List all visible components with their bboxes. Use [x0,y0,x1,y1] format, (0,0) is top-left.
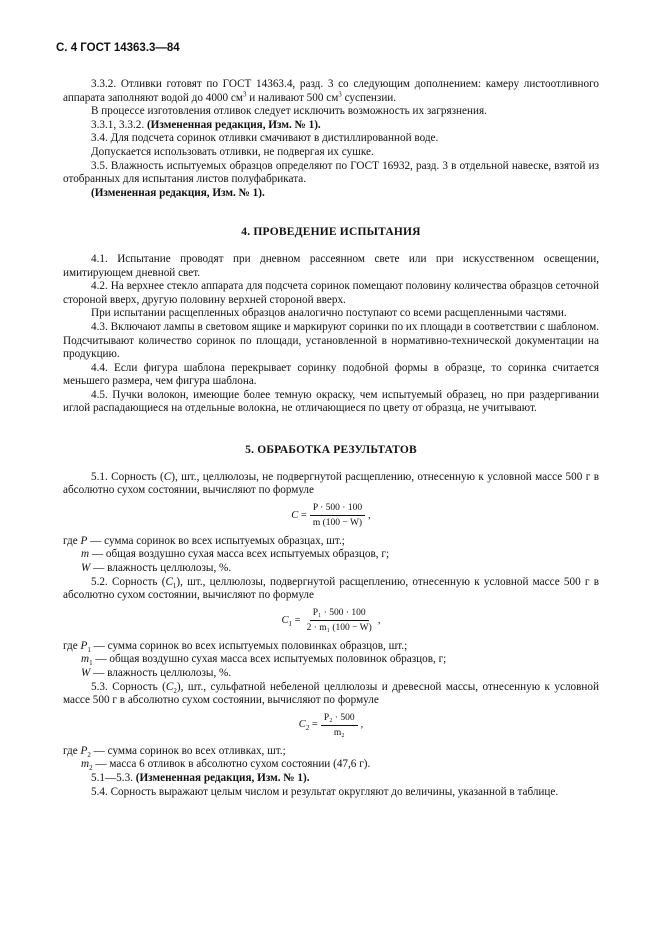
formula-lhs [282,614,293,628]
symbol: P [80,534,88,547]
definition-W2 [63,667,599,681]
paragraph-5-2 [63,576,599,603]
document-body [63,78,599,799]
text: 5.2. Сорность ( [91,575,166,588]
amendment-note-3-5: (Измененная редакция, Изм. № 1). [91,186,265,199]
equals-sign: = [300,509,307,521]
text: — общая воздушно сухая масса всех испытуемых половинок образцов, г; [92,653,447,666]
page-header: С. 4 ГОСТ 14363.3—84 [56,42,180,54]
symbol: P [80,744,88,757]
denominator: m₂ [333,727,345,738]
text: — общая воздушно сухая масса всех испытуемых образцов, г; [89,548,390,561]
formula-tail: , [368,509,371,521]
denominator: 2 · m₁ (100 − W) [306,622,372,633]
definition-W [63,562,599,576]
formula-tail: , [360,719,364,731]
section-4-title: 4. ПРОВЕДЕНИЕ ИСПЫТАНИЯ [241,226,421,239]
text: — влажность целлюлозы, %. [90,562,232,575]
paragraph-5-4: 5.4. Сорность выражают целым числом и результат округляют до величины, указанной в таблице. [91,785,559,798]
text: — сумма соринок во всех отливках, шт.; [90,744,286,757]
text: — сумма соринок во всех испытуемых образцах, шт.; [87,534,345,547]
amendment-note: (Измененная редакция, Изм. № 1). [135,771,310,784]
formula-3 [63,712,599,739]
text: ), шт., сульфатной небеленой целлюлозы и древесной массы, отнесенную к условной массе 500 г в абсолютно сухом состоянии, вычисляют по формуле [63,680,599,707]
text: где [63,534,81,547]
paragraph-4-2b: При испытании расщепленных образцов аналогично поступают со всеми расщепленными частями. [91,307,567,320]
formula-1 [63,502,599,529]
formula-tail: , [377,614,381,626]
symbol: m [81,758,90,771]
text: 5.1—5.3. [91,771,133,784]
paragraph-4-4: 4.4. Если фигура шаблона перекрывает соринку подобной формы в образце, то соринка считается меньшего размера, чем фигура шаблона. [63,361,599,388]
text: 3.3.1, 3.3.2. [91,118,145,131]
subscript: 2 [87,751,91,760]
paragraph-4-3: 4.3. Включают лампы в световом ящике и маркируют соринки по их площади в соответствии с шаблоном. Подсчитывают количество соринок по площади, установленной в нормативно-технической документации на продукцию. [63,320,599,361]
text: 5.1. Сорность ( [91,470,164,483]
text: 5.3. Сорность ( [91,680,166,693]
superscript: 3 [242,89,247,98]
text: где [63,744,81,757]
symbol: W [81,667,91,679]
subscript: 2 [173,686,177,695]
text: где [63,639,81,652]
fraction [321,712,358,739]
text: C [281,614,289,626]
definition-m1 [63,653,599,667]
subscript: 1 [89,659,93,668]
amendment-note: (Измененная редакция, Изм. № 1). [146,118,321,131]
text: — влажность целлюлозы, %. [90,667,232,679]
text: 3.3.2. Отливки готовят по ГОСТ 14363.4, разд. 3 со следующим дополнением: камеру листоотливного аппарата заполняют водой до 4000 см [63,78,599,104]
text: и наливают 500 см [246,91,339,104]
formula-lhs: C [291,509,299,521]
definition-P1 [63,640,599,654]
symbol: C [163,470,172,483]
subscript: 1 [288,619,293,628]
text: — масса 6 отливок в абсолютно сухом состоянии (47,6 г). [92,758,371,771]
paragraph-5-3 [63,681,599,708]
formula-lhs [299,718,310,732]
text: ), шт., целлюлозы, подвергнутой расщеплению, отнесенную к условной массе 500 г в абсолютно сухом состоянии, вычисляют по формуле [63,575,599,602]
paragraph-3-4b: Допускается использовать отливки, не подвергая их сушке. [91,145,374,158]
subscript: 2 [89,764,93,773]
symbol: C [165,575,173,588]
text: ), шт., целлюлозы, не подвергнутой расщеплению, отнесенную к условной массе 500 г в абсолютно сухом состоянии, вычисляют по формуле [63,470,599,497]
paragraph-3-3-2 [63,78,599,105]
paragraph-5-1 [63,471,599,498]
numerator: P · 500 · 100 [310,502,365,516]
paragraph-process: В процессе изготовления отливок следует исключить возможность их загрязнения. [91,105,487,118]
definition-m [63,548,599,562]
superscript: 3 [338,89,342,98]
paragraph-4-5: 4.5. Пучки волокон, имеющие более темную окраску, чем испытуемый образец, но при раздергивании иглой распадающиеся на отдельные волокна, не отличающиеся по цвету от образца, не учитывают. [63,388,599,415]
paragraph-3-5: 3.5. Влажность испытуемых образцов определяют по ГОСТ 16932, разд. 3 в отдельной навеске, взятой из отобранных для испытания листов полуфабриката. [63,159,599,186]
text: суспензии. [341,91,397,104]
definition-P [63,535,599,549]
numerator: P₁ · 500 · 100 [310,607,369,621]
paragraph-4-1: 4.1. Испытание проводят при дневном рассеянном свете или при искусственном освещении, имитирующем дневной свет. [63,252,599,279]
fraction [304,607,375,634]
text: — сумма соринок во всех испытуемых половинках образцов, шт.; [90,639,408,652]
symbol: P [80,639,88,652]
equals-sign: = [294,614,301,626]
definition-P2 [63,745,599,759]
paragraph-amend-3-3 [63,119,599,133]
symbol: m [81,653,90,666]
section-5-title: 5. ОБРАБОТКА РЕЗУЛЬТАТОВ [245,444,417,457]
numerator: P₂ · 500 [321,712,358,726]
symbol: m [81,548,90,561]
symbol: C [165,680,174,693]
subscript: 1 [87,646,91,655]
subscript: 1 [172,581,177,590]
paragraph-3-4: 3.4. Для подсчета соринок отливки смачивают в дистиллированной воде. [91,132,439,145]
symbol: W [81,562,91,575]
equals-sign: = [311,719,318,731]
paragraph-amend-5 [63,772,599,786]
paragraph-4-2: 4.2. На верхнее стекло аппарата для подсчета соринок помещают половину количества образцов сеточной стороной вверх, другую половину верхней стороной вверх. [63,280,599,306]
fraction [310,502,365,529]
denominator: m (100 − W) [312,517,363,528]
formula-2 [63,607,599,634]
text: C [298,719,306,731]
subscript: 2 [305,724,310,733]
definition-m2 [63,758,599,772]
